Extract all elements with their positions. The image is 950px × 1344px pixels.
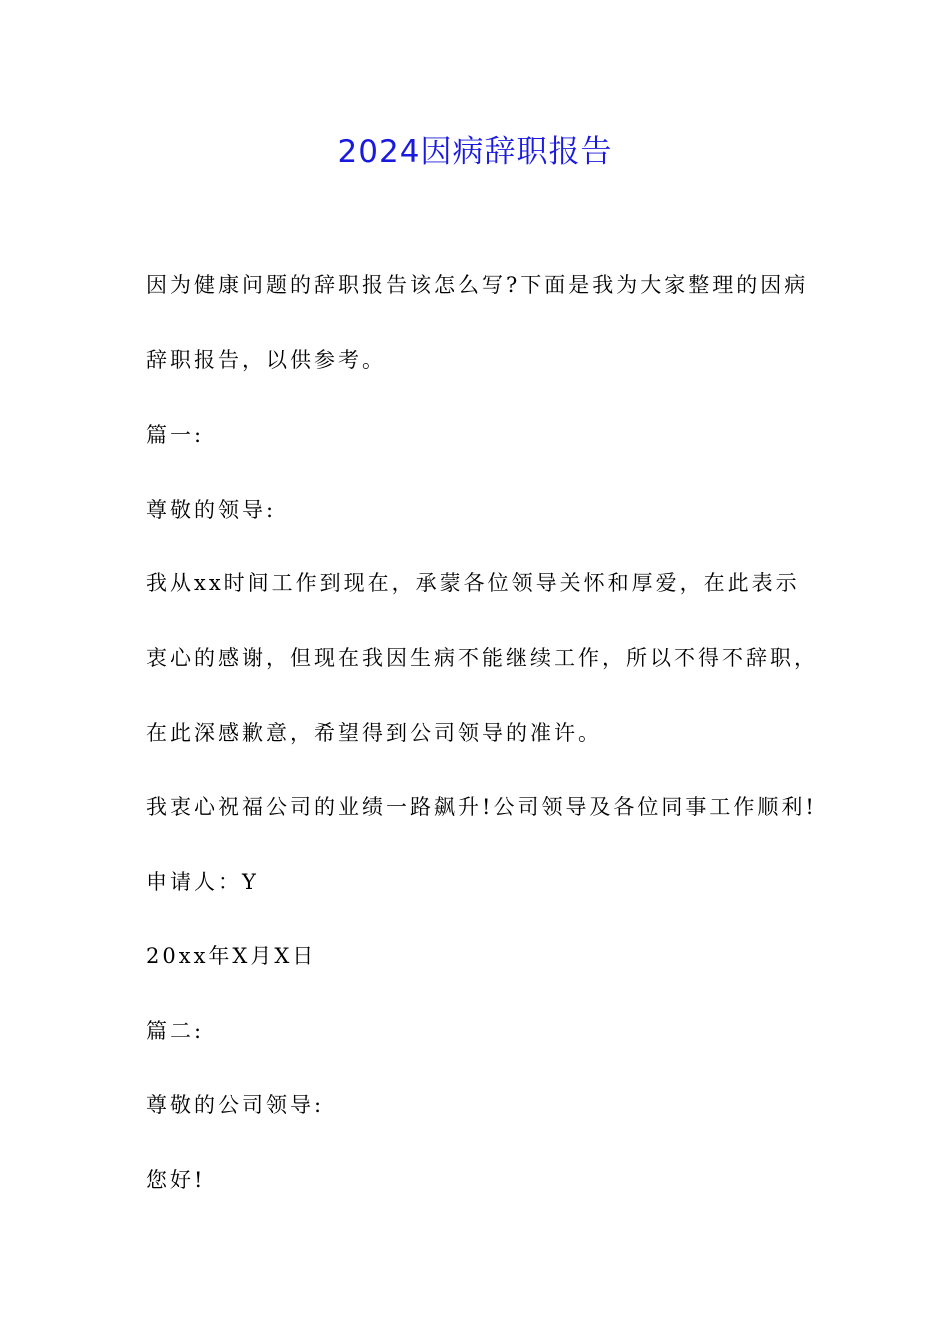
paragraph-line-body-2: 衷心的感谢，但现在我因生病不能继续工作，所以不得不辞职， bbox=[146, 646, 818, 670]
salutation-2: 尊敬的公司领导: bbox=[146, 1093, 325, 1117]
applicant-line: 申请人：Y bbox=[146, 870, 259, 894]
paragraph-line-blessing: 我衷心祝福公司的业绩一路飙升!公司领导及各位同事工作顺利! bbox=[146, 795, 817, 819]
paragraph-line-body-1: 我从xx时间工作到现在，承蒙各位领导关怀和厚爱，在此表示 bbox=[146, 571, 800, 595]
salutation-1: 尊敬的领导: bbox=[146, 498, 277, 522]
greeting-line: 您好! bbox=[146, 1168, 206, 1192]
paragraph-line-intro-2: 辞职报告，以供参考。 bbox=[146, 348, 386, 372]
paragraph-line-body-3: 在此深感歉意，希望得到公司领导的准许。 bbox=[146, 721, 602, 745]
date-line: 20xx年X月X日 bbox=[146, 944, 317, 968]
section-heading-2: 篇二: bbox=[146, 1019, 205, 1043]
document-title: 2024因病辞职报告 bbox=[337, 134, 613, 170]
section-heading-1: 篇一: bbox=[146, 423, 205, 447]
paragraph-line-intro-1: 因为健康问题的辞职报告该怎么写?下面是我为大家整理的因病 bbox=[146, 273, 809, 297]
